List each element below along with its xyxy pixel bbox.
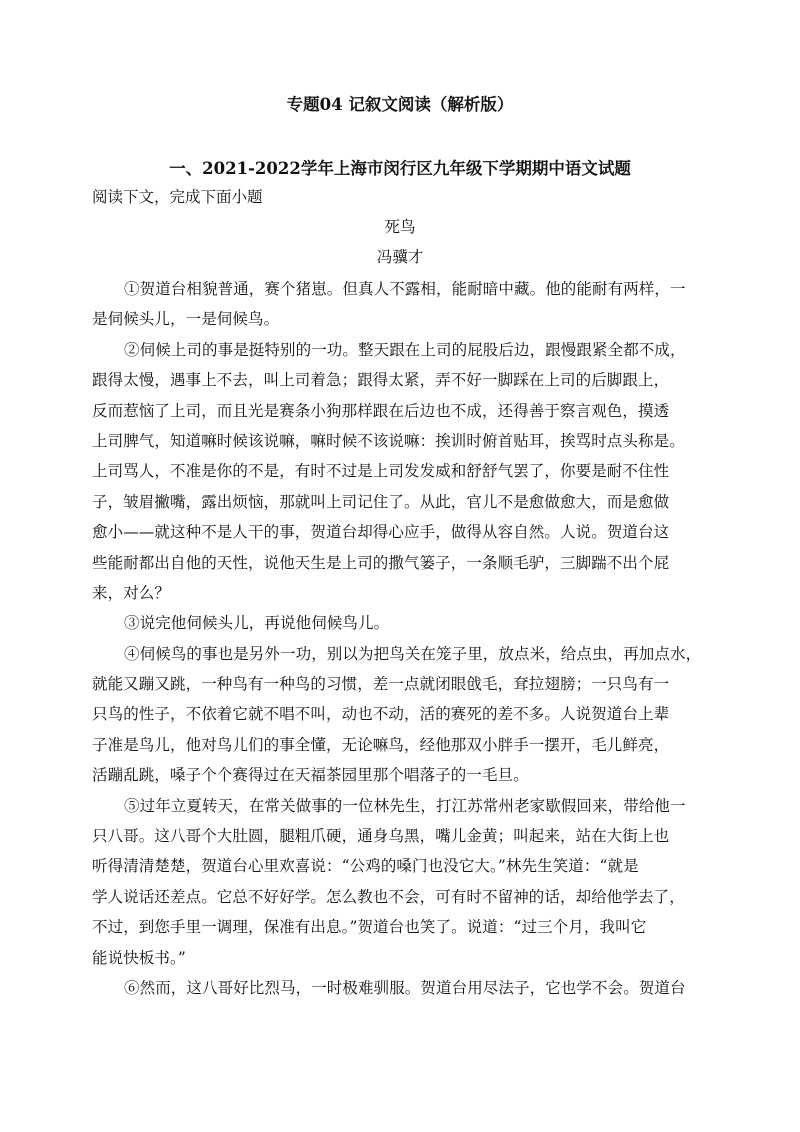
body-line: 子准是鸟儿，他对鸟儿们的事全懂，无论嘛鸟，经他那双小胖手一摆开，毛儿鲜亮， bbox=[92, 735, 670, 754]
document-title: 专题04 记叙文阅读（解析版） bbox=[286, 95, 514, 114]
article-body bbox=[92, 274, 712, 1003]
body-line: 些能耐都出自他的天性，说他天生是上司的撒气篓子，一条顺毛驴，三脚踹不出个屁 bbox=[92, 553, 670, 572]
body-line: ①贺道台相貌普通，赛个猪崽。但真人不露相，能耐暗中藏。他的能耐有两样，一 bbox=[124, 280, 686, 298]
body-line: 来，对么？ bbox=[92, 583, 171, 602]
body-line: 只鸟的性子，不依着它就不唱不叫，动也不动，活的赛死的差不多。人说贺道台上辈 bbox=[92, 705, 670, 724]
article-title: 死鸟 bbox=[384, 218, 416, 236]
body-line: 听得清清楚楚，贺道台心里欢喜说：“公鸡的嗓门也没它大。”林先生笑道：“就是 bbox=[92, 857, 639, 876]
body-line: ③说完他伺候头儿，再说他伺候鸟儿。 bbox=[124, 614, 390, 633]
body-line: 就能又蹦又跳，一种鸟有一种鸟的习惯，差一点就闭眼戗毛，耷拉翅膀；一只鸟有一 bbox=[92, 675, 670, 694]
body-line: 能说快板书。” bbox=[92, 948, 186, 967]
body-line: ⑤过年立夏转天，在常关做事的一位林先生，打江苏常州老家歇假回来，带给他一 bbox=[124, 796, 686, 815]
body-line: 上司脾气，知道嘛时候该说嘛，嘛时候不该说嘛：挨训时俯首贴耳，挨骂时点头称是。 bbox=[92, 431, 685, 450]
body-line: ⑥然而，这八哥好比烈马，一时极难驯服。贺道台用尽法子，它也学不会。贺道台 bbox=[124, 978, 686, 997]
body-line: ④伺候鸟的事也是另外一功，别以为把鸟关在笼子里，放点米，给点虫，再加点水， bbox=[124, 644, 702, 663]
body-line: 上司骂人，不准是你的不是，有时不过是上司发发威和舒舒气罢了，你要是耐不住性 bbox=[92, 462, 670, 481]
body-line: 反而惹恼了上司，而且光是赛条小狗那样跟在后边也不成，还得善于察言观色，摸透 bbox=[92, 401, 670, 420]
body-line: 是伺候头儿，一是伺候鸟。 bbox=[92, 310, 280, 329]
body-line: 跟得太慢，遇事上不去，叫上司着急；跟得太紧，弄不好一脚踩在上司的后脚跟上， bbox=[92, 371, 670, 390]
body-line: ②伺候上司的事是挺特别的一功。整天跟在上司的屁股后边，跟慢跟紧全都不成， bbox=[124, 340, 686, 359]
body-line: 活蹦乱跳，嗓子个个赛得过在天福茶园里那个唱落子的一毛旦。 bbox=[92, 766, 529, 785]
body-line: 学人说话还差点。它总不好好学。怎么教也不会，可有时不留神的话，却给他学去了， bbox=[92, 887, 685, 906]
section-heading: 一、2021-2022学年上海市闵行区九年级下学期期中语文试题 bbox=[169, 159, 631, 178]
body-line: 不过，到您手里一调理，保准有出息。”贺道台也笑了。说道：“过三个月，我叫它 bbox=[92, 918, 647, 937]
body-line: 只八哥。这八哥个大肚圆，腿粗爪硬，通身乌黑，嘴儿金黄；叫起来，站在大街上也 bbox=[92, 827, 670, 846]
body-line: 子，皱眉撇嘴，露出烦恼，那就叫上司记住了。从此，官儿不是愈做愈大，而是愈做 bbox=[92, 492, 670, 511]
body-line: 愈小——就这种不是人干的事，贺道台却得心应手，做得从容自然。人说。贺道台这 bbox=[92, 523, 670, 542]
article-author: 冯骥才 bbox=[376, 248, 424, 266]
reading-instruction: 阅读下文，完成下面小题 bbox=[92, 188, 263, 206]
